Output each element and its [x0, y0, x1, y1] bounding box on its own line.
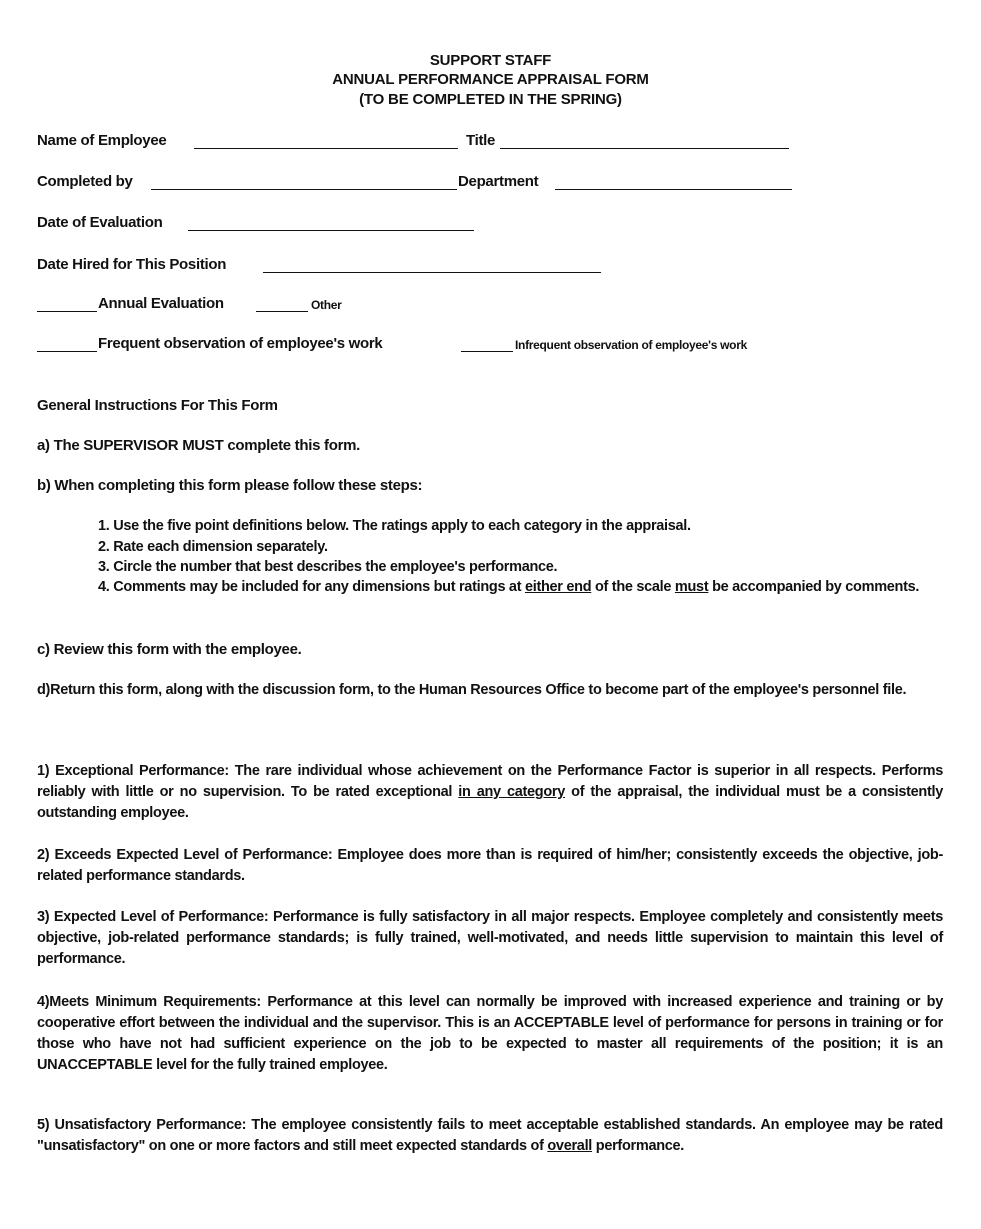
infrequent-observation-blank[interactable] — [461, 351, 513, 352]
form-header-line1: SUPPORT STAFF — [429, 52, 552, 69]
step-4: 4. Comments may be included for any dimensions but ratings at either end of the scale must be accompanied by comments. — [98, 579, 920, 595]
instruction-b: b) When completing this form please follow these steps: — [37, 477, 423, 494]
rating-2-exceeds: 2) Exceeds Expected Level of Performance: Employee does more than is required of him/her; consistently exceeds the objective, job-related performance standards. — [37, 847, 943, 884]
date-hired-field[interactable] — [263, 272, 601, 273]
form-header-line2: ANNUAL PERFORMANCE APPRAISAL FORM — [332, 71, 649, 88]
other-blank[interactable] — [256, 311, 308, 312]
overall-emphasis: overall — [547, 1138, 593, 1154]
either-end-emphasis: either end — [524, 579, 592, 595]
name-of-employee-field[interactable] — [194, 148, 458, 149]
department-field[interactable] — [555, 189, 792, 190]
department-label: Department — [458, 173, 539, 190]
must-emphasis: must — [674, 579, 709, 595]
step-1: 1. Use the five point definitions below. The ratings apply to each category in the appraisal. — [98, 518, 691, 534]
instruction-c: c) Review this form with the employee. — [37, 641, 302, 658]
step-2: 2. Rate each dimension separately. — [98, 539, 328, 555]
instruction-a: a) The SUPERVISOR MUST complete this form. — [37, 437, 361, 454]
title-label: Title — [466, 132, 496, 149]
annual-evaluation-blank[interactable] — [37, 311, 97, 312]
in-any-category-emphasis: in any category — [458, 784, 565, 800]
rating-1-exceptional: 1) Exceptional Performance: The rare individual whose achievement on the Performance Factor is superior in all respects. Performs reliably with little or no supervision. To be rated exceptional in any category of the appraisal, the individual must be a consistently outstanding employee. — [37, 763, 944, 821]
infrequent-observation-label: Infrequent observation of employee's work — [515, 338, 747, 352]
instruction-d: d)Return this form, along with the discussion form, to the Human Resources Office to become part of the employee's personnel file. — [37, 682, 907, 698]
date-of-evaluation-field[interactable] — [188, 230, 474, 231]
completed-by-label: Completed by — [37, 173, 133, 190]
title-field[interactable] — [500, 148, 789, 149]
annual-evaluation-label: Annual Evaluation — [98, 295, 224, 312]
name-of-employee-label: Name of Employee — [37, 132, 167, 149]
completed-by-field[interactable] — [151, 189, 457, 190]
frequent-observation-blank[interactable] — [37, 351, 97, 352]
other-label: Other — [311, 298, 342, 312]
step-3: 3. Circle the number that best describes the employee's performance. — [98, 559, 558, 575]
rating-4-minimum: 4)Meets Minimum Requirements: Performance at this level can normally be improved with increased experience and training or by cooperative effort between the individual and the supervisor. This is an ACCEPTABLE level of performance for persons in training or for those who have not had sufficient experience on the job to be expected to master all requirements of the position; it is an UNACCEPTABLE level for the fully trained employee. — [37, 994, 943, 1073]
form-header-line3: (TO BE COMPLETED IN THE SPRING) — [359, 91, 622, 108]
date-of-evaluation-label: Date of Evaluation — [37, 214, 163, 231]
rating-3-expected: 3) Expected Level of Performance: Performance is fully satisfactory in all major respects. Employee completely and consistently meets objective, job-related performance standards; is fully trained, well-motivated, and needs little supervision to maintain this level of performance. — [37, 909, 943, 967]
date-hired-label: Date Hired for This Position — [37, 256, 227, 273]
rating-5-unsatisfactory: 5) Unsatisfactory Performance: The employee consistently fails to meet acceptable established standards. An employee may be rated "unsatisfactory" on one or more factors and still meet expected standards of overall performance. — [37, 1117, 943, 1154]
frequent-observation-label: Frequent observation of employee's work — [98, 335, 383, 352]
instructions-heading: General Instructions For This Form — [37, 397, 278, 414]
